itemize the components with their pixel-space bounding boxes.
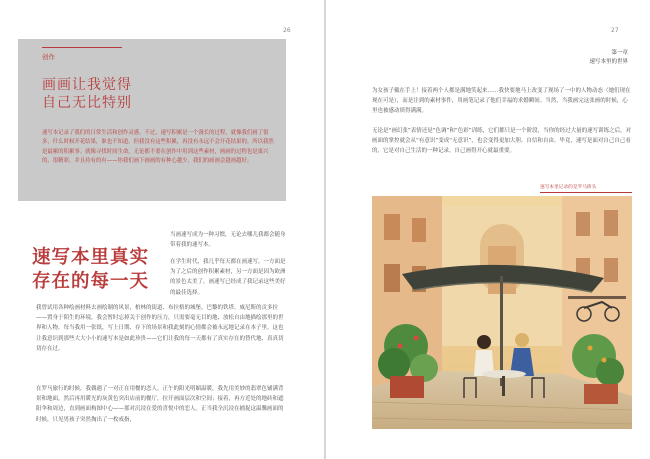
paragraph-rome: 在罗马旅行的时候，我偶遇了一对正在用餐的恋人。正午的阳光明媚温暖，我先用美妙的翡翠色铺满背景和地面，然后再用暖光的灰黄色突出店前的餐厅，拉开画面层次和空间；接着，再方近处的地砖和遮阳伞和周边，直到画面构图中心——那对沉浸在爱的喜悦中的恋人。正当我全沉浸在捕捉这温馨画面的时候，只见男孩子突然掏出了一枚戒指， bbox=[36, 386, 284, 423]
article-title-line-1: 速写本里真实 bbox=[32, 247, 150, 268]
illustration-caption: 速写本里记录的是罗马街头 bbox=[540, 185, 597, 190]
caption-rule bbox=[540, 192, 632, 193]
section-tag: 创作 bbox=[42, 53, 55, 61]
section-rule bbox=[42, 47, 122, 48]
chapter-label: 第一章 bbox=[611, 50, 628, 56]
chapter-subtitle: 速写本里的世界 bbox=[589, 59, 628, 65]
right-page-number: 27 bbox=[611, 27, 619, 34]
chapter-intro-block bbox=[18, 39, 286, 201]
right-page bbox=[326, 0, 650, 459]
intro-heading-line-1: 画画让我觉得 bbox=[42, 77, 132, 93]
paragraph-proposal: 为女孩子戴在手上！接着两个人都是满地笑起来……我快要地马上改变了现场了一中的人物动态（她们现在现在可是），而是注到的素材事件，用画笔记录了他们幸福的求婚瞬间。当然，当我画完这张画的时候，心里也被感动填得满满。 bbox=[372, 88, 631, 115]
paragraph-practice: 无论是“画幻张”表情还是“色调”和“色彩”训练，它们都只是一个阶段，当你的经过大量的速写训练之后，对画面的掌控就会从“有意识”变成“无意识”，也会变得更加大胆、自信和自由。毕竟，速写是面对自己自己看的，它是对自己生活的一种记录，自己画得开心就最重要。 bbox=[372, 128, 632, 155]
left-page bbox=[0, 0, 324, 459]
intro-heading-line-2: 自己无比特别 bbox=[42, 95, 132, 111]
article-title-line-2: 存在的每一天 bbox=[32, 271, 150, 292]
paragraph-student-days: 在学生时代，我几乎每天都在画速写，一方面是为了之后的创作积累素材，另一方面是因为欧洲的景色太美了，画速写已经成了我记录这些美好的最佳选择。 bbox=[170, 259, 286, 296]
paragraph-materials: 我曾试用各种绘画材料去画绘制的风景，柏林的街道、布拉格的城堡、巴黎的铁塔、威尼斯的贡多拉——置身于陌生的环境，我会暂时忘掉关于创作的压力，只需要毫无目的地、放松自由地描绘那里的世界和人物。每当我用一张纸，写上日期、存下的场景和我此刻的心情都会被永远地记录在本子里。这也让我意识到那些大大小小的速写本是如此珍贵——它们让我的每一天都有了真实存在的替代地、真真切切存在过。 bbox=[36, 305, 284, 352]
cafe-illustration bbox=[372, 196, 632, 429]
intro-paragraph: 速写本记录了我们的日常生活和创作灵感。不过，速写积累是一个漫长的过程，就像我们画了很多，什么时候开花结果，谁也不知道。但我没有这些积累，再没有永远不会开花结果的。所以我然是最累的积累事。就像寻找时间生命，无论都不要在创作中用到这些素材，画画的过程也是寓兴的、很精彩，并且持有的有——你我们画下画画的有种心越少，我们的画画会越画越好。 bbox=[42, 130, 274, 164]
paragraph-habit: 当画速写成为一种习惯，无论去哪儿我都会随身带着我的速写本。 bbox=[170, 232, 286, 249]
left-page-number: 26 bbox=[283, 27, 291, 34]
